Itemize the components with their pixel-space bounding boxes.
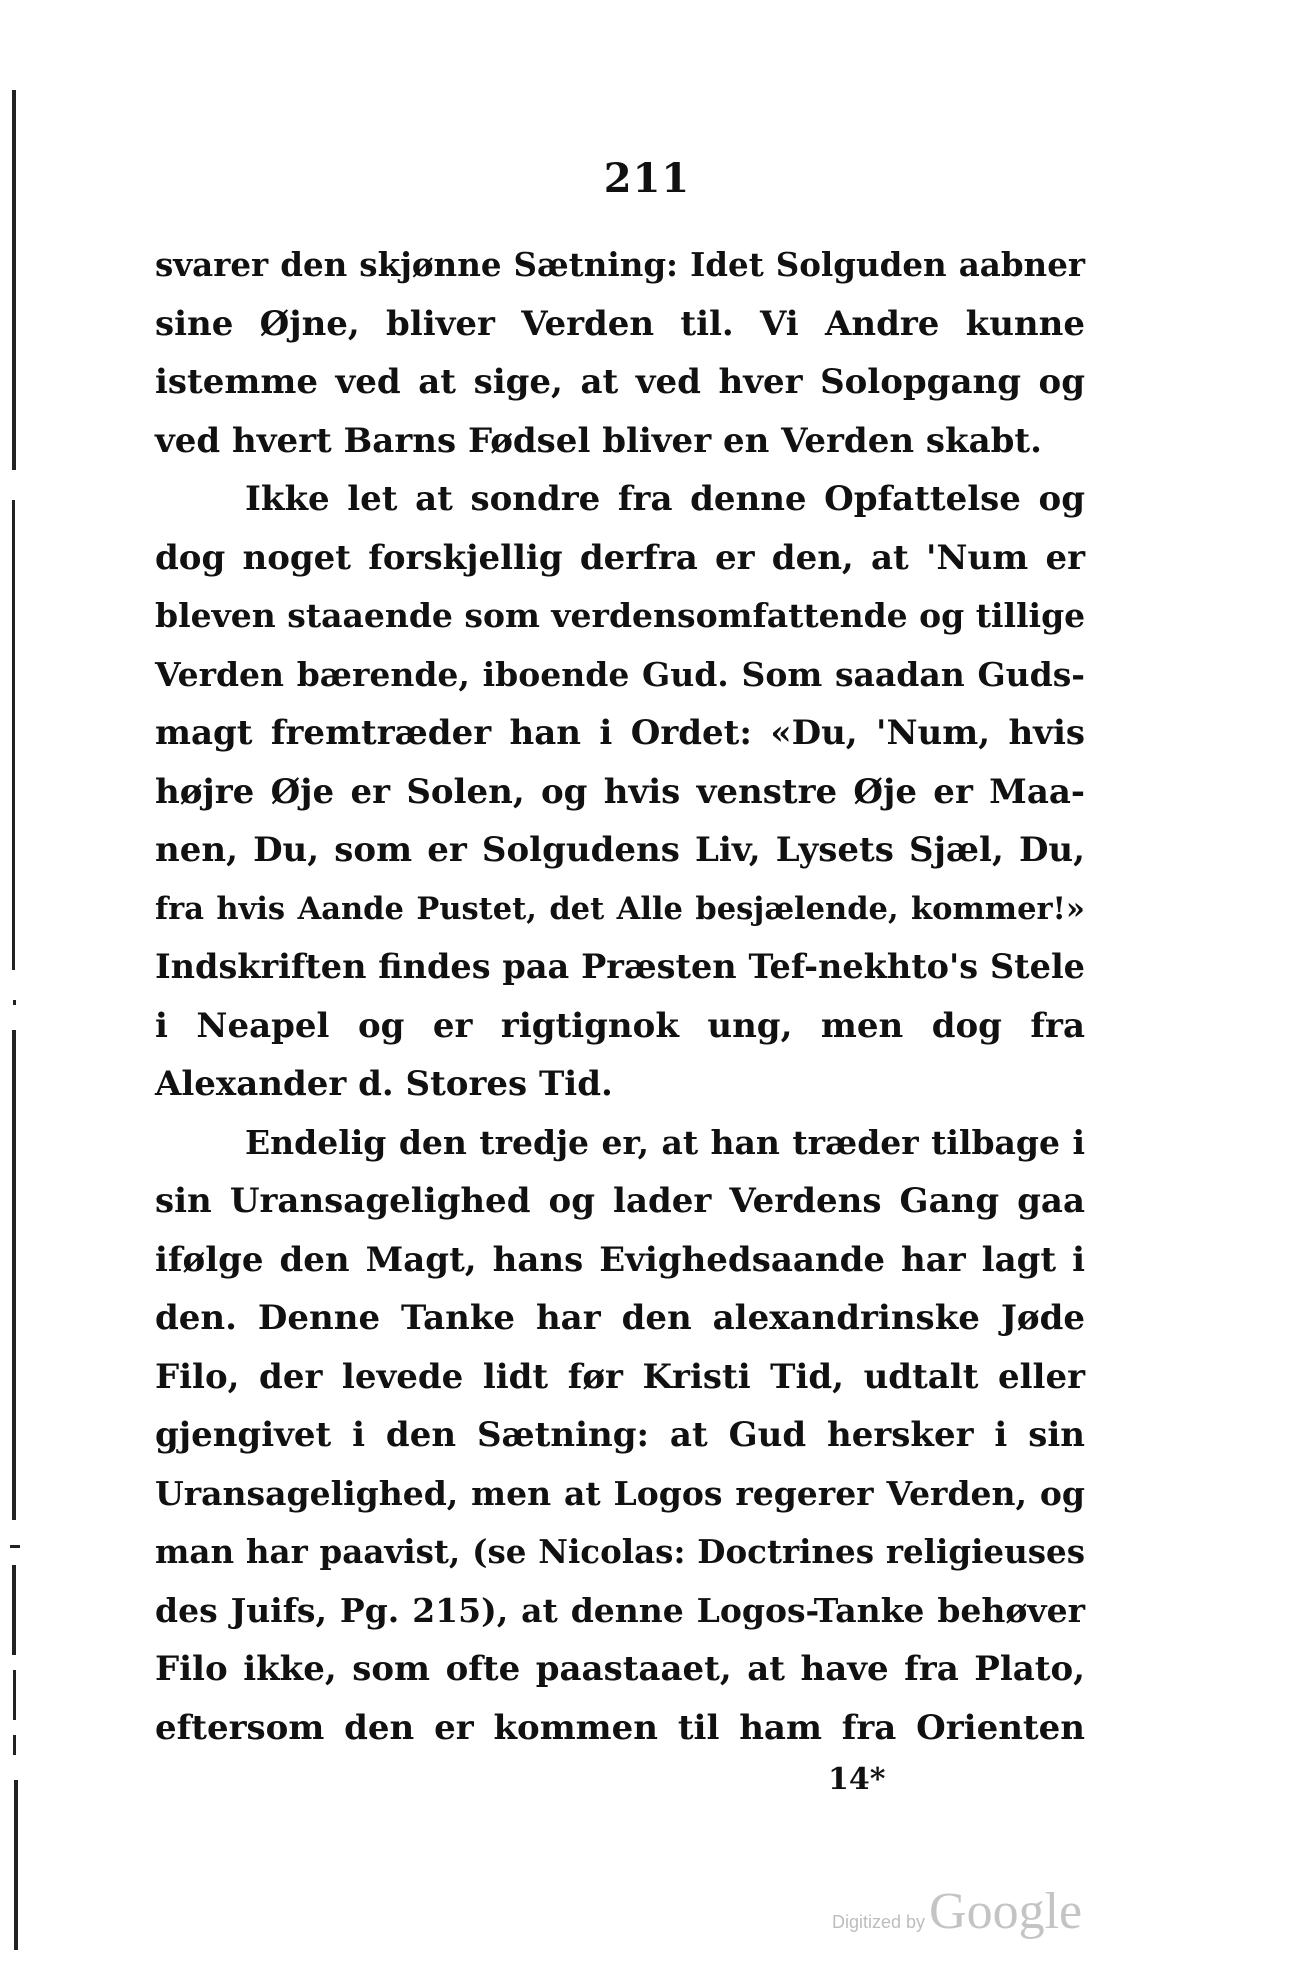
text-line: Ikke let at sondre fra denne Opfattelse og <box>245 479 1085 519</box>
text-line: Alexander d. Stores Tid. <box>155 1064 613 1104</box>
text-line: bleven staaende som verdensomfattende og tillige <box>155 596 1086 635</box>
signature-mark: 14* <box>828 1762 886 1797</box>
text-line: nen, Du, som er Solgudens Liv, Lysets Sjæl, Du, <box>155 830 1085 870</box>
text-line: sin Uransagelighed og lader Verdens Gang gaa <box>155 1181 1085 1221</box>
text-line: eftersom den er kommen til ham fra Orienten <box>155 1707 1085 1748</box>
text-line: højre Øje er Solen, og hvis venstre Øje er Maa- <box>155 771 1085 812</box>
text-line: den. Denne Tanke har den alexandrinske Jøde <box>155 1298 1085 1338</box>
text-line: des Juifs, Pg. 215), at denne Logos-Tanke behøver <box>155 1590 1085 1630</box>
text-line: svarer den skjønne Sætning: Idet Solguden aabner <box>155 245 1085 284</box>
text-line: man har paavist, (se Nicolas: Doctrines religieuses <box>155 1532 1085 1571</box>
google-logo: Google <box>929 1883 1083 1940</box>
text-line: gjengivet i den Sætning: at Gud hersker i sin <box>155 1415 1085 1455</box>
text-line: ved hvert Barns Fødsel bliver en Verden skabt. <box>155 420 1042 461</box>
text-line: Uransagelighed, men at Logos regerer Verden, og <box>155 1473 1085 1513</box>
body-text <box>155 236 1085 1757</box>
text-line: i Neapel og er rigtignok ung, men dog fra <box>155 1005 1085 1046</box>
text-line: Filo, der levede lidt før Kristi Tid, udtalt eller <box>155 1356 1085 1397</box>
digitized-watermark <box>832 1882 1082 1941</box>
text-line: dog noget forskjellig derfra er den, at 'Num er <box>155 537 1085 578</box>
text-line: ifølge den Magt, hans Evighedsaande har lagt i <box>155 1239 1085 1280</box>
binding-edge-marks <box>0 0 40 1964</box>
text-line: magt fremtræder han i Ordet: «Du, 'Num, hvis <box>155 713 1085 753</box>
text-line: fra hvis Aande Pustet, det Alle besjælende, kommer!» <box>155 890 1085 927</box>
text-line: istemme ved at sige, at ved hver Solopgang og <box>155 362 1085 402</box>
text-line: Verden bærende, iboende Gud. Som saadan Guds- <box>155 654 1085 694</box>
watermark-prefix: Digitized by <box>832 1912 926 1932</box>
text-line: Filo ikke, som ofte paastaaet, at have fra Plato, <box>155 1649 1085 1689</box>
text-line: Indskriften findes paa Præsten Tef-nekhto's Stele <box>155 947 1085 986</box>
page-number: 211 <box>603 155 691 202</box>
text-line: Endelig den tredje er, at han træder tilbage i <box>245 1122 1085 1162</box>
text-line: sine Øjne, bliver Verden til. Vi Andre kunne <box>155 303 1085 344</box>
